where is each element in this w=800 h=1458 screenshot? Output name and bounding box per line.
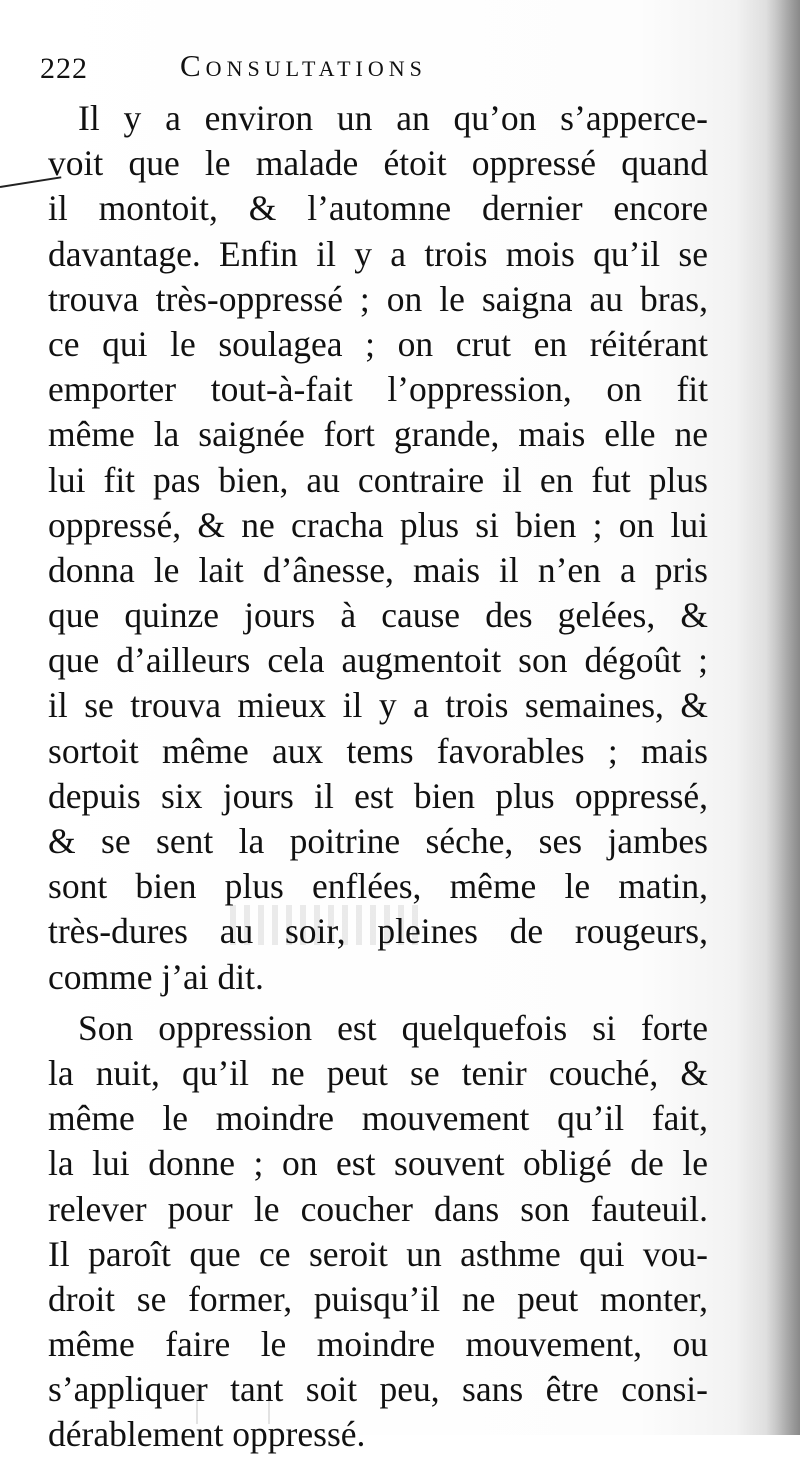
text-line: droit se former, puisqu’il ne peut monter, — [48, 1278, 708, 1319]
text-line: que quinze jours à cause des gelées, & — [48, 595, 708, 636]
paragraph-2 — [48, 1006, 708, 1458]
text-line: Il paroît que ce seroit un asthme qui vou- — [48, 1233, 708, 1274]
text-line: emporter tout-à-fait l’oppression, on fit — [48, 369, 708, 410]
text-line: très-dures au soir, pleines de rougeurs, — [48, 911, 708, 952]
text-line: & se sent la poitrine séche, ses jambes — [48, 821, 708, 861]
text-line: davantage. Enfin il y a trois mois qu’il se — [48, 233, 708, 274]
text-line: trouva très-oppressé ; on le saigna au bras, — [48, 278, 708, 319]
text-line: que d’ailleurs cela augmentoit son dégoût ; — [48, 640, 708, 681]
text-line: lui fit pas bien, au contraire il en fut plus — [48, 459, 708, 500]
text-line: comme j’ai dit. — [48, 956, 264, 997]
text-line: la lui donne ; on est souvent obligé de le — [48, 1143, 708, 1184]
text-line: voit que le malade étoit oppressé quand — [48, 143, 708, 184]
text-line: il montoit, & l’automne dernier encore — [48, 188, 708, 229]
text-line: sortoit même aux tems favorables ; mais — [48, 730, 708, 771]
running-head — [40, 48, 580, 92]
page-number: 222 — [40, 52, 88, 85]
text-line: s’appliquer tant soit peu, sans être consi- — [48, 1369, 708, 1410]
text-line: même la saignée fort grande, mais elle ne — [48, 414, 708, 455]
text-line: ce qui le soulagea ; on crut en réitérant — [48, 323, 708, 364]
text-line: sont bien plus enflées, même le matin, — [48, 866, 708, 907]
spine-shadow — [766, 0, 800, 1435]
text-line: donna le lait d’ânesse, mais il n’en a pris — [48, 549, 708, 590]
text-line: même le moindre mouvement qu’il fait, — [48, 1098, 708, 1139]
text-line: relever pour le coucher dans son fauteuil. — [48, 1188, 708, 1229]
text-line: il se trouva mieux il y a trois semaines, & — [48, 685, 708, 726]
text-line: dérablement oppressé. — [48, 1414, 366, 1455]
text-line: même faire le moindre mouvement, ou — [48, 1324, 708, 1365]
text-line: la nuit, qu’il ne peut se tenir couché, & — [48, 1052, 708, 1093]
text-line: oppressé, & ne cracha plus si bien ; on lui — [48, 504, 708, 545]
text-line: depuis six jours il est bien plus oppressé, — [48, 775, 708, 816]
running-head-title: Consultations — [180, 48, 427, 83]
paragraph-1 — [48, 96, 708, 1000]
body-text — [48, 96, 708, 1458]
text-line: Il y a environ un an qu’on s’apperce- — [78, 98, 708, 138]
text-line: Son oppression est quelquefois si forte — [78, 1007, 708, 1048]
